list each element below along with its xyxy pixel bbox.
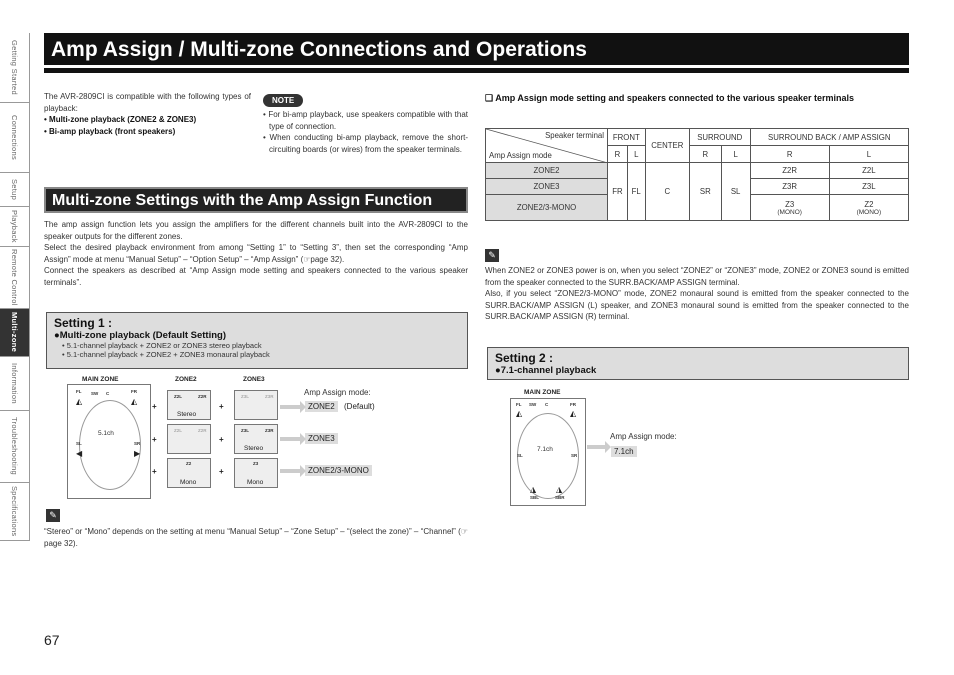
tab-specifications[interactable]: Specifications [0,483,29,541]
speaker-icon: ◭ [516,409,523,418]
speaker-icon: ◭ [76,397,83,406]
tab-connections[interactable]: Connections [0,103,29,173]
tab-playback[interactable]: Playback [0,207,29,247]
zone3-stereo-box: Z3L Z3R Stereo [234,424,278,454]
tab-remote-control[interactable]: Remote Control [0,247,29,309]
title-underline [44,68,909,73]
connector-arrow [587,440,611,454]
zone2-blank-box: Z2L Z2R [167,424,211,454]
tip1-text: “Stereo” or “Mono” depends on the setting at menu “Manual Setup” – “Zone Setup” – “(select the zone)” – “Channel” (☞page 32). [44,527,468,548]
zone3-mono-box: Z3 Mono [234,458,278,488]
side-navigation [0,33,30,541]
tip-icon: ✎ [46,509,60,522]
tab-troubleshooting[interactable]: Troubleshooting [0,411,29,483]
tab-information[interactable]: Information [0,357,29,411]
page-number: 67 [44,632,60,648]
title-bar [44,33,909,65]
speaker-icon: ◮ [530,485,537,494]
setting1-box: Setting 1 : ●Multi-zone playback (Default Setting) • 5.1-channel playback + ZONE2 or ZONE3 stereo playback • 5.1-channel playback + ZONE2 + ZONE3 monaural playback [46,312,468,369]
tab-multi-zone[interactable]: Multi-zone [0,309,29,357]
zone2-stereo-box: Z2L Z2R Stereo [167,390,211,420]
page-title: Amp Assign / Multi-zone Connections and Operations [51,38,587,61]
zone3-blank-box: Z3L Z3R [234,390,278,420]
section-header: Multi-zone Settings with the Amp Assign Function [44,187,468,213]
tip-icon: ✎ [485,249,499,262]
amp-assign-table: Speaker terminal Amp Assign mode FRONT CENTER SURROUND SURROUND BACK / AMP ASSIGN R L R L R L ZONE2 FR FL C SR SL Z2R Z2L ZONE3 Z3R Z3L ZONE2/3-MONO Z3 (MONO) Z2 (MONO) [485,128,909,221]
note-badge: NOTE [263,94,303,107]
note-text: • For bi-amp playback, use speakers compatible with that type of connection. • When conducting bi-amp playback, remove the short-circuiting boards (or wires) from the speaker terminals. [263,110,468,154]
speaker-icon: ▶ [134,449,141,458]
connector-arrows [280,374,306,514]
right-heading: ❑ Amp Assign mode setting and speakers connected to the various speaker terminals [485,93,855,103]
tip2-text: When ZONE2 or ZONE3 power is on, when you select “ZONE2” or “ZONE3” mode, ZONE2 or ZONE3 sound is emitted from the speaker connected to the SURR.BACK/AMP ASSIGN terminal. Also, if you select “ZONE2/3-MONO” mode, ZONE2 monaural sound is emitted from the speaker connected to the SURR.BACK/AMP ASSIGN (L) speaker, and ZONE3 monaural sound is emitted from the speaker connected to the SURR.BACK/AMP ASSIGN (R) terminal. [485,266,909,321]
section-text: The amp assign function lets you assign the amplifiers for the different channels built into the AVR-2809CI to the speaker outputs for the different zones. Select the desired playback environment from among “Setting 1” to “Setting 3”, then set the corresponding “Amp Assign” mode at menu “Manual Setup” – “Option Setup” – “Amp Assign” (☞page 32). Connect the speakers as described at “Amp Assign mode setting and speakers connected to the various speaker terminals”. [44,220,468,287]
speaker-icon: ◮ [556,485,563,494]
intro-text: The AVR-2809CI is compatible with the following types of playback: • Multi-zone playback (ZONE2 & ZONE3) • Bi-amp playback (front speakers) [44,92,251,136]
speaker-icon: ◭ [570,409,577,418]
diagram-setting1: MAIN ZONE ZONE2 ZONE3 FL SW C FR SL SR 5.1ch ◭ ◭ ◀ ▶ Z2L Z2R Stereo Z2L Z2R Z2 Mono Z3L Z3R Z3L Z3R Stereo Z3 Mono + + + + + + Amp Assign mode: ZONE2 (Default) ZONE3 ZONE2/3-MONO [64,374,384,514]
speaker-icon: ◭ [131,397,138,406]
tab-setup[interactable]: Setup [0,173,29,207]
tab-getting-started[interactable]: Getting Started [0,33,29,103]
main-zone-box-2: FL SW C FR SL SR SBL SBR 7.1ch ◭ ◭ ◮ ◮ [510,398,586,506]
setting2-box: Setting 2 : ●7.1-channel playback [487,347,909,380]
speaker-icon: ◀ [76,449,83,458]
zone2-mono-box: Z2 Mono [167,458,211,488]
main-zone-box: FL SW C FR SL SR 5.1ch ◭ ◭ ◀ ▶ [67,384,151,499]
diagram-setting2: MAIN ZONE FL SW C FR SL SR SBL SBR 7.1ch ◭ ◭ ◮ ◮ Amp Assign mode: 7.1ch [507,387,707,507]
